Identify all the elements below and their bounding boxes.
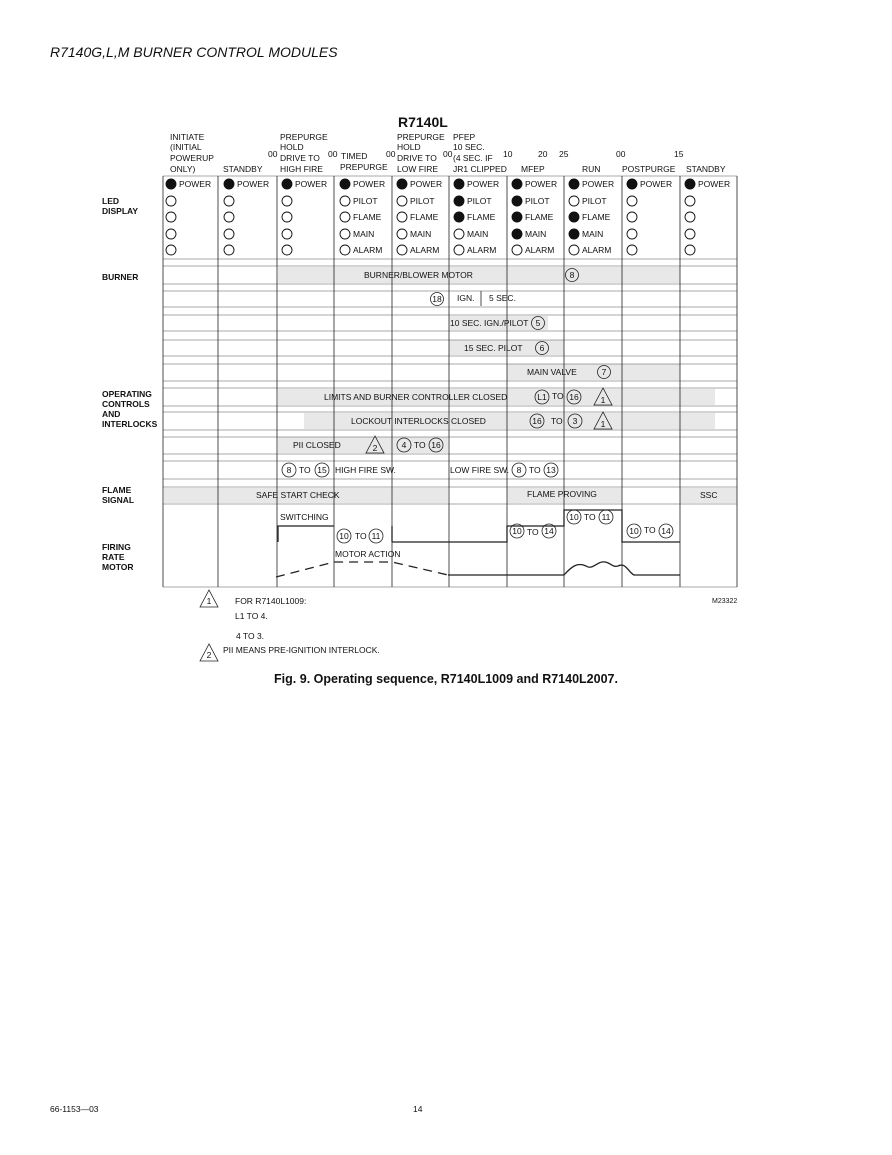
col-6-line-2: 10 SEC. <box>453 142 485 152</box>
alarm-led-label: ALARM <box>410 245 440 255</box>
to-label: TO <box>527 527 539 537</box>
ref-number: 8 <box>516 465 522 475</box>
col-3-line-1: PREPURGE <box>280 132 328 142</box>
time-mark: 25 <box>559 149 569 159</box>
power-led-label: POWER <box>467 179 500 189</box>
to-label: TO <box>529 465 541 475</box>
ref-number: 10 <box>629 526 639 536</box>
alarm-led-indicator <box>569 245 579 255</box>
power-led-indicator <box>224 179 234 189</box>
alarm-led-indicator <box>454 245 464 255</box>
col-7-line-1: MFEP <box>521 164 545 174</box>
section-labels <box>102 196 158 572</box>
flame-led-label: FLAME <box>410 212 439 222</box>
main-led-indicator <box>166 229 176 239</box>
flame-led-indicator <box>512 212 522 222</box>
col-6-line-4: JR1 CLIPPED <box>453 164 507 174</box>
to-label: TO <box>414 440 426 450</box>
ref-number: 8 <box>569 270 575 280</box>
pilot-led-indicator <box>569 196 579 206</box>
burner-blower-label: BURNER/BLOWER MOTOR <box>364 270 473 280</box>
alarm-led-label: ALARM <box>582 245 612 255</box>
notes <box>200 590 380 661</box>
main-led-indicator <box>340 229 350 239</box>
ref-number: 5 <box>535 318 541 328</box>
col-4-line-1: TIMED <box>341 151 368 161</box>
ref-number: 16 <box>532 416 542 426</box>
power-led-indicator <box>397 179 407 189</box>
burner-blower-band <box>278 267 680 283</box>
alarm-led-indicator <box>282 245 292 255</box>
alarm-led-indicator <box>340 245 350 255</box>
ref-number: 14 <box>661 526 671 536</box>
pilot-led-indicator <box>685 196 695 206</box>
ref-number: 11 <box>371 531 381 541</box>
alarm-led-indicator <box>224 245 234 255</box>
document-header: R7140G,L,M BURNER CONTROL MODULES <box>50 44 338 60</box>
col-8-line-1: RUN <box>582 164 601 174</box>
flame-led-indicator <box>454 212 464 222</box>
ref-number: 4 <box>401 440 407 450</box>
ref-number: 3 <box>572 416 578 426</box>
firing-rate-motor <box>276 510 680 577</box>
col-5-line-4: LOW FIRE <box>397 164 439 174</box>
section-operating-4: INTERLOCKS <box>102 419 158 429</box>
pilot-led-indicator <box>340 196 350 206</box>
col-4-line-2: PREPURGE <box>340 162 388 172</box>
pilot-led-indicator <box>282 196 292 206</box>
flame-signal-row <box>256 489 717 500</box>
note-number: 1 <box>600 419 606 429</box>
power-led-label: POWER <box>237 179 270 189</box>
flame-led-indicator <box>685 212 695 222</box>
section-firing-3: MOTOR <box>102 562 134 572</box>
time-mark: 15 <box>674 149 684 159</box>
power-led-label: POWER <box>353 179 386 189</box>
main-led-indicator <box>224 229 234 239</box>
pilot-led-label: PILOT <box>582 196 607 206</box>
power-led-label: POWER <box>640 179 673 189</box>
section-led-2: DISPLAY <box>102 206 139 216</box>
section-operating-2: CONTROLS <box>102 399 150 409</box>
time-mark: 00 <box>616 149 626 159</box>
power-led-indicator <box>282 179 292 189</box>
flame-led-indicator <box>397 212 407 222</box>
lockout-label: LOCKOUT INTERLOCKS CLOSED <box>351 416 486 426</box>
ref-number: 10 <box>512 526 522 536</box>
ref-number: 15 <box>317 465 327 475</box>
section-led-1: LED <box>102 196 119 206</box>
page-number: 14 <box>413 1104 423 1114</box>
motor-action-label: MOTOR ACTION <box>335 549 401 559</box>
section-burner: BURNER <box>102 272 139 282</box>
flame-led-indicator <box>569 212 579 222</box>
col-1-line-1: INITIATE <box>170 132 205 142</box>
main-led-label: MAIN <box>525 229 547 239</box>
limits-label: LIMITS AND BURNER CONTROLLER CLOSED <box>324 392 508 402</box>
note-1-line-2: L1 TO 4. <box>235 611 268 621</box>
ref-number: 13 <box>546 465 556 475</box>
main-led-label: MAIN <box>410 229 432 239</box>
power-led-indicator <box>685 179 695 189</box>
flame-led-indicator <box>282 212 292 222</box>
pilot15-label: 15 SEC. PILOT <box>464 343 523 353</box>
flame-led-label: FLAME <box>353 212 382 222</box>
main-valve-label: MAIN VALVE <box>527 367 577 377</box>
section-flame-2: SIGNAL <box>102 495 135 505</box>
diagram-title: R7140L <box>398 114 448 130</box>
to-label: TO <box>355 531 367 541</box>
alarm-led-indicator <box>512 245 522 255</box>
burner-rows <box>364 269 611 379</box>
ref-number: 10 <box>339 531 349 541</box>
main-led-label: MAIN <box>582 229 604 239</box>
note-number: 1 <box>206 596 212 606</box>
time-mark: 00 <box>386 149 396 159</box>
ref-number: 16 <box>569 392 579 402</box>
flame-led-label: FLAME <box>525 212 554 222</box>
col-3-line-4: HIGH FIRE <box>280 164 323 174</box>
pilot-led-indicator <box>166 196 176 206</box>
power-led-label: POWER <box>410 179 443 189</box>
flame-led-label: FLAME <box>467 212 496 222</box>
alarm-led-indicator <box>166 245 176 255</box>
pilot-led-indicator <box>627 196 637 206</box>
figure-caption: Fig. 9. Operating sequence, R7140L1009 and R7140L2007. <box>274 672 618 686</box>
pilot-led-indicator <box>512 196 522 206</box>
note-2-text: PII MEANS PRE-IGNITION INTERLOCK. <box>223 645 380 655</box>
power-led-label: POWER <box>525 179 558 189</box>
power-led-label: POWER <box>295 179 328 189</box>
pilot-led-label: PILOT <box>467 196 492 206</box>
alarm-led-indicator <box>397 245 407 255</box>
main-led-label: MAIN <box>353 229 375 239</box>
pilot-led-label: PILOT <box>410 196 435 206</box>
main-led-indicator <box>569 229 579 239</box>
main-led-label: MAIN <box>467 229 489 239</box>
alarm-led-label: ALARM <box>353 245 383 255</box>
power-led-indicator <box>512 179 522 189</box>
flame-led-indicator <box>340 212 350 222</box>
pilot-led-indicator <box>454 196 464 206</box>
power-led-label: POWER <box>698 179 731 189</box>
col-6-line-1: PFEP <box>453 132 476 142</box>
note-number: 2 <box>372 443 378 453</box>
flame-led-indicator <box>224 212 234 222</box>
to-label: TO <box>584 512 596 522</box>
ref-number: L1 <box>537 392 547 402</box>
alarm-led-indicator <box>685 245 695 255</box>
note-1-line-1: FOR R7140L1009: <box>235 596 307 606</box>
ref-number: 8 <box>286 465 292 475</box>
ref-number: 18 <box>432 294 442 304</box>
power-led-label: POWER <box>179 179 212 189</box>
main-led-indicator <box>512 229 522 239</box>
to-label: TO <box>299 465 311 475</box>
alarm-led-label: ALARM <box>467 245 497 255</box>
ref-number: 6 <box>539 343 545 353</box>
flame-led-indicator <box>166 212 176 222</box>
col-10-line-1: STANDBY <box>686 164 726 174</box>
to-label: TO <box>552 391 564 401</box>
main-led-indicator <box>282 229 292 239</box>
section-operating-3: AND <box>102 409 121 419</box>
power-led-indicator <box>454 179 464 189</box>
power-led-label: POWER <box>582 179 615 189</box>
main-led-indicator <box>685 229 695 239</box>
col-2-line-1: STANDBY <box>223 164 263 174</box>
ssc-label: SSC <box>700 490 718 500</box>
col-9-line-1: POSTPURGE <box>622 164 676 174</box>
col-1-line-4: ONLY) <box>170 164 196 174</box>
switching-label: SWITCHING <box>280 512 329 522</box>
ign-duration: 5 SEC. <box>489 293 516 303</box>
pii-label: PII CLOSED <box>293 440 341 450</box>
ref-number: 7 <box>601 367 607 377</box>
power-led-indicator <box>340 179 350 189</box>
section-firing-1: FIRING <box>102 542 131 552</box>
note-1-line-3: 4 TO 3. <box>236 631 265 641</box>
pilot-led-indicator <box>224 196 234 206</box>
section-operating-1: OPERATING <box>102 389 152 399</box>
col-5-line-1: PREPURGE <box>397 132 445 142</box>
ign-label: IGN. <box>457 293 475 303</box>
pilot-led-label: PILOT <box>525 196 550 206</box>
high-fire-label: HIGH FIRE SW. <box>335 465 396 475</box>
switching-trace <box>278 526 334 542</box>
main-led-indicator <box>627 229 637 239</box>
ign-pilot-label: 10 SEC. IGN./PILOT <box>450 318 529 328</box>
to-label: TO <box>551 416 563 426</box>
flame-led-label: FLAME <box>582 212 611 222</box>
main-led-indicator <box>397 229 407 239</box>
time-mark: 00 <box>443 149 453 159</box>
flame-led-indicator <box>627 212 637 222</box>
to-label: TO <box>644 525 656 535</box>
led-display <box>166 179 730 255</box>
flame-proving-label: FLAME PROVING <box>527 489 597 499</box>
power-led-indicator <box>569 179 579 189</box>
col-3-line-3: DRIVE TO <box>280 153 320 163</box>
time-mark: 20 <box>538 149 548 159</box>
figure-id: M23322 <box>712 598 738 605</box>
alarm-led-indicator <box>627 245 637 255</box>
col-5-line-3: DRIVE TO <box>397 153 437 163</box>
doc-number: 66-1153—03 <box>50 1104 99 1114</box>
pilot-led-label: PILOT <box>353 196 378 206</box>
main-led-indicator <box>454 229 464 239</box>
safe-start-label: SAFE START CHECK <box>256 490 340 500</box>
col-6-line-3: (4 SEC. IF <box>453 153 493 163</box>
col-5-line-2: HOLD <box>397 142 421 152</box>
ref-number: 16 <box>431 440 441 450</box>
time-mark: 00 <box>328 149 338 159</box>
section-firing-2: RATE <box>102 552 125 562</box>
motor-action-trace <box>276 562 448 577</box>
power-led-indicator <box>166 179 176 189</box>
ref-number: 14 <box>544 526 554 536</box>
col-3-line-2: HOLD <box>280 142 304 152</box>
section-flame-1: FLAME <box>102 485 132 495</box>
note-number: 1 <box>600 395 606 405</box>
col-1-line-3: POWERUP <box>170 153 214 163</box>
power-led-indicator <box>627 179 637 189</box>
time-mark: 10 <box>503 149 513 159</box>
low-fire-label: LOW FIRE SW. <box>450 465 510 475</box>
note-number: 2 <box>206 650 212 660</box>
ref-number: 11 <box>601 512 611 522</box>
time-mark: 00 <box>268 149 278 159</box>
col-1-line-2: (INITIAL <box>170 142 202 152</box>
ref-number: 10 <box>569 512 579 522</box>
alarm-led-label: ALARM <box>525 245 555 255</box>
pilot-led-indicator <box>397 196 407 206</box>
